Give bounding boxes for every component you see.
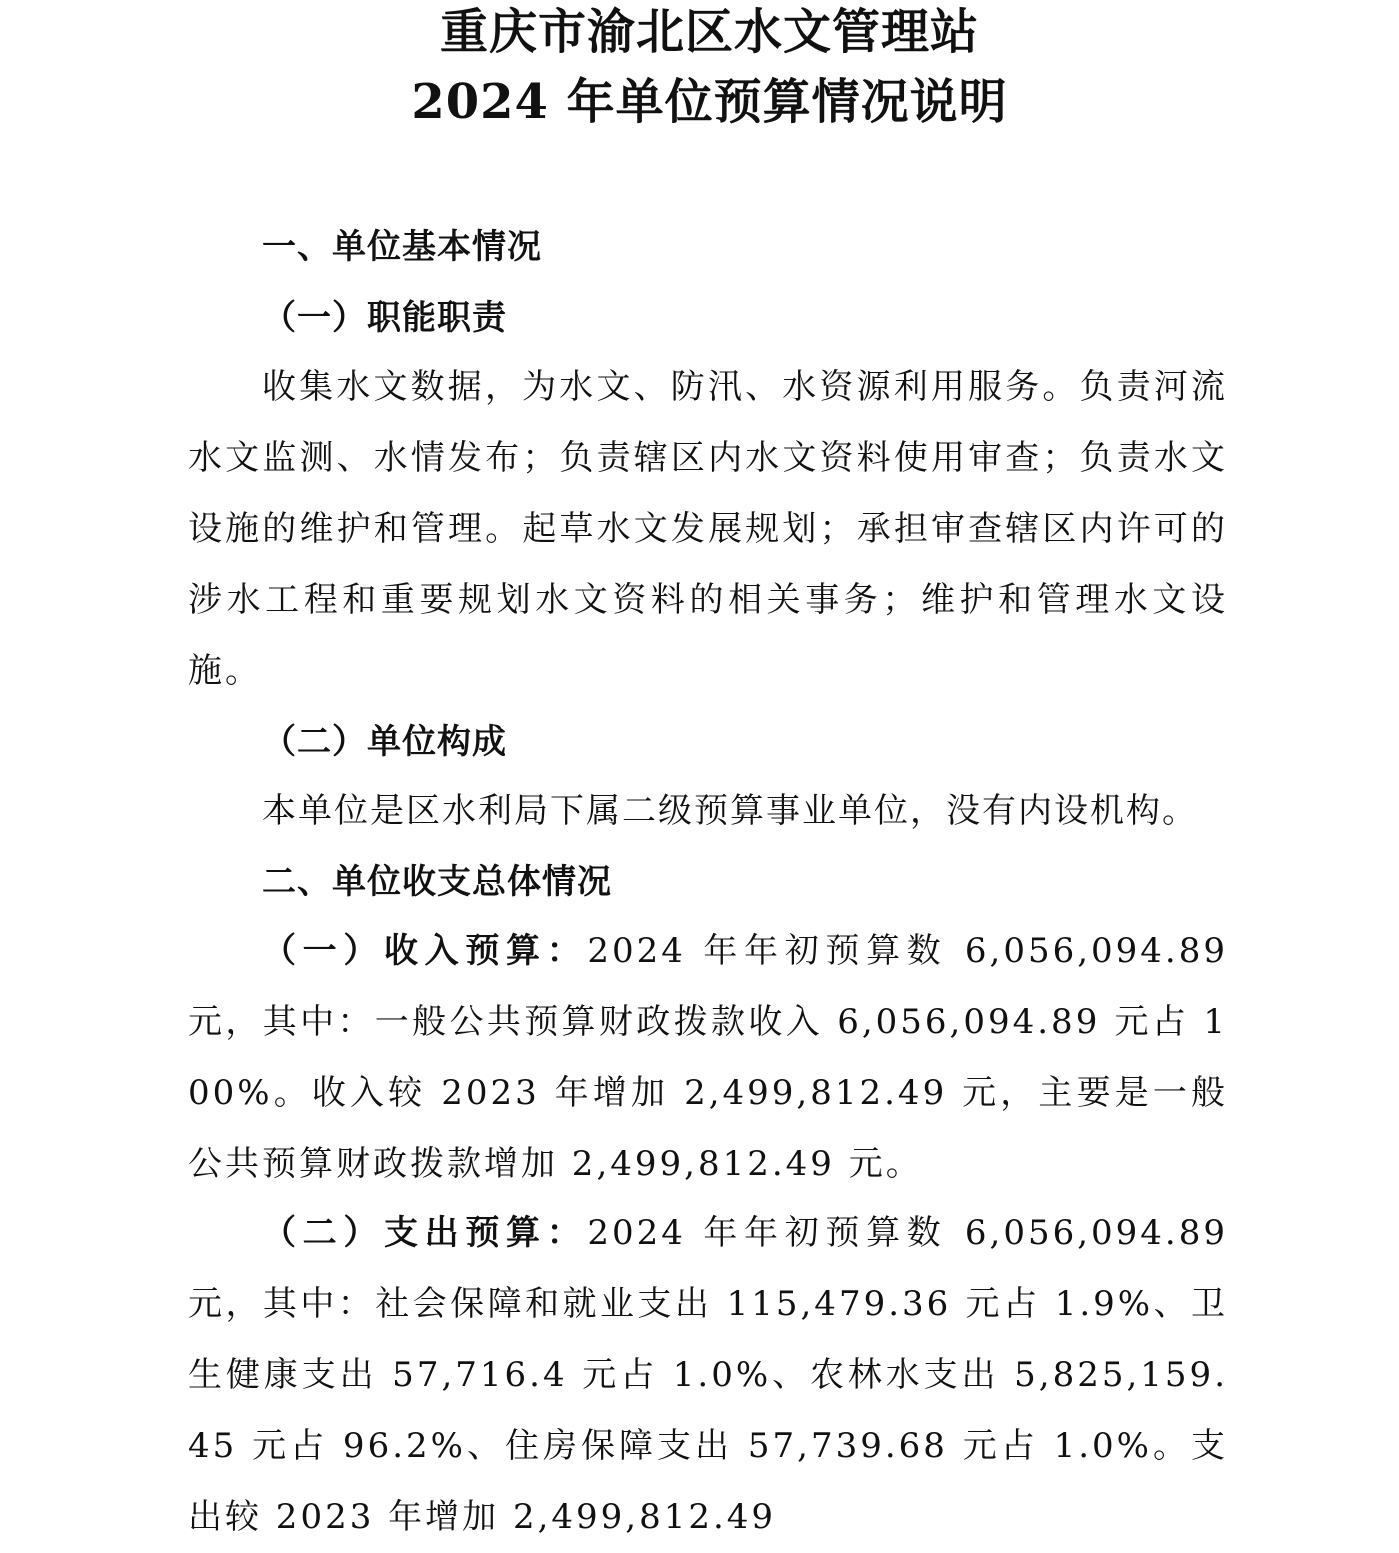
document-title-line2: 2024 年单位预算情况说明 xyxy=(411,74,1008,130)
section1-sub2-heading: （二）单位构成 xyxy=(262,722,507,762)
expenditure-paragraph xyxy=(188,1198,1228,1553)
expenditure-text: 2024 年年初预算数 6,056,094.89 元，其中：社会保障和就业支出 115,479.36 元占 1.9%、卫生健康支出 57,716.4 元占 1.0%、农林水支出 5,825,159.45 元占 96.2%、住房保障支出 57,739.68 元占 1.0%。支出较 2023 年增加 2,499,812.49 xyxy=(188,1213,1228,1537)
income-lead: （一）收入预算： xyxy=(262,931,588,971)
income-text: 2024 年年初预算数 6,056,094.89 元，其中：一般公共预算财政拨款收入 6,056,094.89 元占 100%。收入较 2023 年增加 2,499,812.49 元，主要是一般公共预算财政拨款增加 2,499,812.49 元。 xyxy=(188,931,1228,1184)
section1-sub2-text: 本单位是区水利局下属二级预算事业单位，没有内设机构。 xyxy=(262,791,1198,831)
document-title-line1: 重庆市渝北区水文管理站 xyxy=(439,4,979,60)
section1-heading: 一、单位基本情况 xyxy=(262,227,542,267)
section1-sub1-text: 收集水文数据，为水文、防汛、水资源利用服务。负责河流水文监测、水情发布；负责辖区内水文资料使用审查；负责水文设施的维护和管理。起草水文发展规划；承担审查辖区内许可的涉水工程和重要规划水文资料的相关事务；维护和管理水文设施。 xyxy=(188,367,1228,691)
expenditure-lead: （二）支出预算： xyxy=(262,1213,588,1253)
section2-heading: 二、单位收支总体情况 xyxy=(262,862,612,902)
section1-sub1-heading: （一）职能职责 xyxy=(262,298,507,338)
income-paragraph xyxy=(188,916,1228,1200)
